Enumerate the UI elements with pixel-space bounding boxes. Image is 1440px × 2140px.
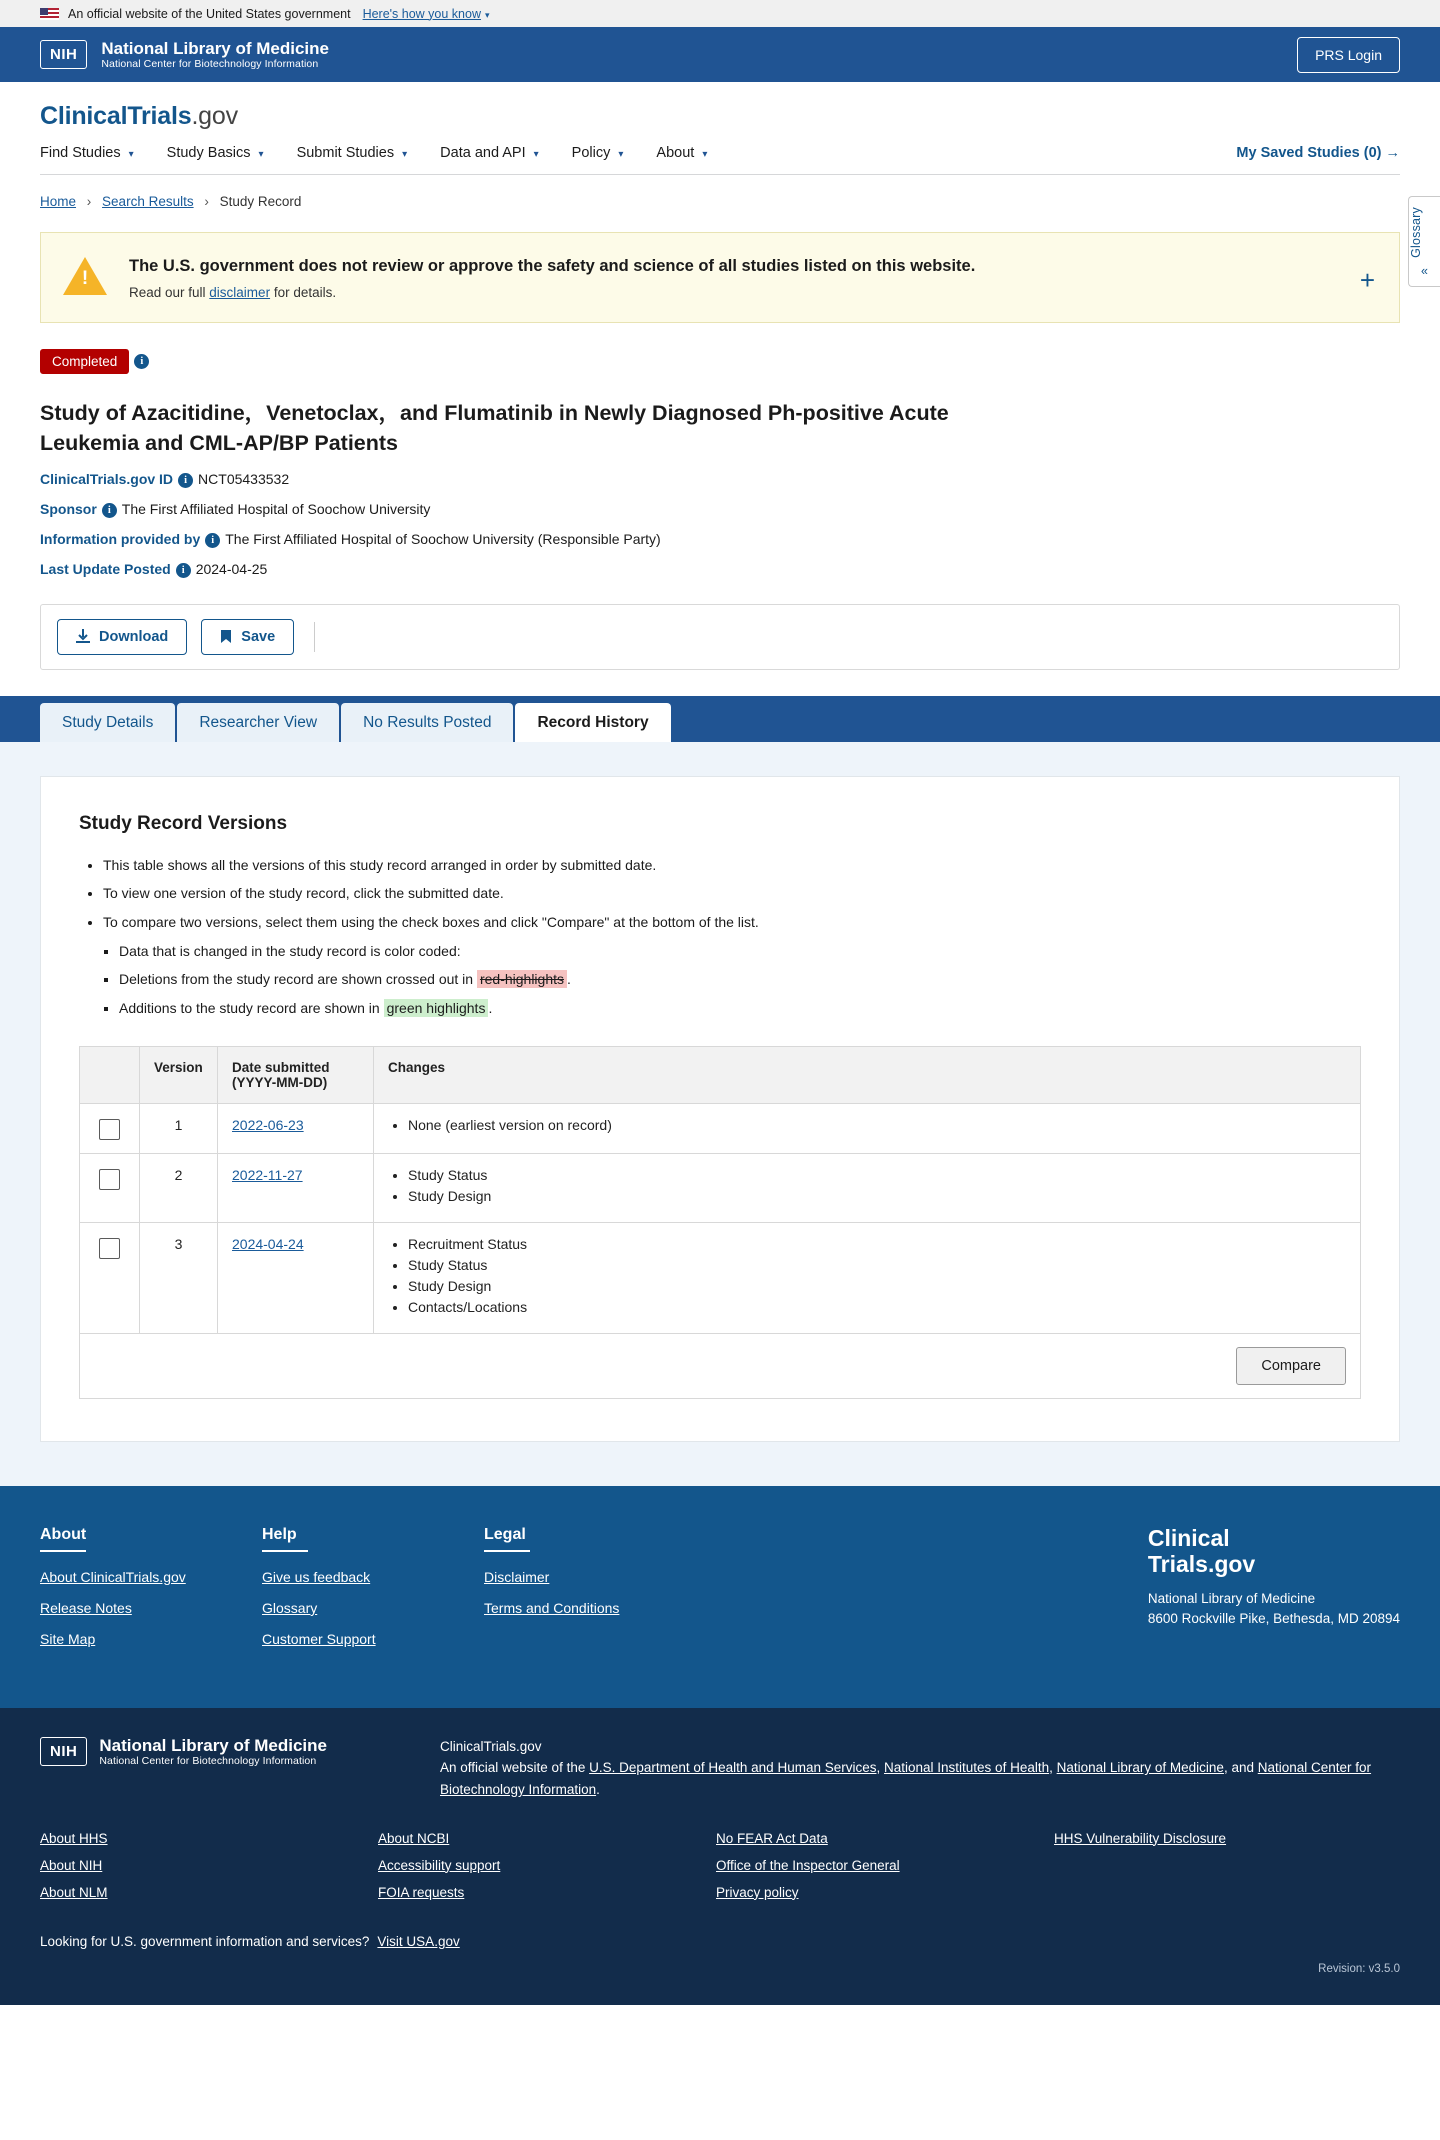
main-navigation: [40, 145, 1400, 175]
footer-link-give-feedback[interactable]: Give us feedback: [262, 1568, 371, 1585]
nih-logo: NIH: [40, 40, 87, 69]
download-icon: [76, 629, 90, 644]
footer-link-nlm[interactable]: National Library of Medicine: [1056, 1760, 1224, 1776]
table-row: [80, 1222, 1361, 1333]
status-row: [40, 349, 1400, 374]
footer-link-about-clinicaltrials[interactable]: About ClinicalTrials.gov: [40, 1568, 186, 1585]
brand-main: ClinicalTrials: [40, 102, 192, 130]
row-changes-cell: [374, 1222, 1361, 1333]
row-version: 1: [140, 1103, 218, 1153]
section-heading: Study Record Versions: [79, 812, 288, 834]
chevron-down-icon: ▾: [618, 149, 624, 160]
footer-link-about-nlm[interactable]: About NLM: [40, 1884, 108, 1900]
footer-brand-address: 8600 Rockville Pike, Bethesda, MD 20894: [1147, 1610, 1400, 1626]
color-code-intro: [99, 941, 1361, 1020]
us-flag-icon: [40, 8, 59, 20]
row-select-cell: [80, 1103, 140, 1153]
table-row: [80, 1153, 1361, 1222]
footer-nlm-subtitle: National Center for Biotechnology Information: [99, 1755, 317, 1768]
footer-column-help: [262, 1526, 484, 1662]
footer-nlm-branding: [40, 1736, 440, 1768]
column-header-select: [80, 1046, 140, 1103]
column-header-date-line1: Date submitted: [232, 1059, 330, 1075]
footer-link-terms[interactable]: Terms and Conditions: [484, 1599, 620, 1616]
nav-about[interactable]: About ▾: [656, 145, 708, 161]
footer-heading-rule: [484, 1550, 530, 1552]
download-button[interactable]: [57, 619, 187, 655]
meta-label-id: ClinicalTrials.gov ID: [40, 471, 174, 488]
deletion-legend: [119, 969, 1361, 991]
addition-legend: [119, 998, 1361, 1020]
meta-value-last-update: 2024-04-25: [195, 560, 268, 577]
nav-policy[interactable]: Policy ▾: [571, 145, 624, 161]
version-date-link[interactable]: 2024-04-24: [232, 1235, 304, 1252]
record-tabs: [0, 696, 1440, 742]
compare-cell: [80, 1333, 1361, 1398]
footer-brand-line2: Trials.gov: [1147, 1550, 1256, 1577]
footer-gov-link-column: [378, 1831, 716, 1912]
change-item: • Recruitment Status: [408, 1236, 1346, 1252]
info-icon[interactable]: i: [205, 533, 220, 548]
footer-gov: [0, 1708, 1440, 2005]
footer-brand-line1: Clinical: [1147, 1524, 1230, 1551]
site-header: [0, 82, 1440, 175]
table-row: [80, 1103, 1361, 1153]
how-you-know-link[interactable]: Here's how you know ▾: [362, 6, 490, 21]
intro-item: • To compare two versions, select them using the check boxes and click "Compare" at the bottom of the list.: [103, 912, 1361, 934]
breadcrumb-separator: ›: [204, 194, 209, 209]
compare-row: [80, 1333, 1361, 1398]
info-icon[interactable]: i: [176, 563, 191, 578]
row-date-cell: [218, 1222, 374, 1333]
nih-bar: [0, 27, 1440, 82]
disclaimer-body: [129, 255, 1342, 300]
disclaimer-link[interactable]: disclaimer: [209, 285, 271, 301]
save-button[interactable]: [201, 619, 294, 655]
row-date-cell: [218, 1153, 374, 1222]
change-item: • Study Status: [408, 1167, 1346, 1183]
bookmark-icon: [220, 629, 232, 644]
footer-column-legal: [484, 1526, 706, 1662]
tab-no-results-posted[interactable]: No Results Posted: [341, 703, 513, 742]
tab-study-details[interactable]: Study Details: [40, 703, 175, 742]
footer-gov-link-column: [40, 1831, 378, 1912]
row-changes-cell: [374, 1153, 1361, 1222]
meta-value-info-provided-by: The First Affiliated Hospital of Soochow University (Responsible Party): [225, 531, 661, 548]
revision-label: Revision: v3.5.0: [1318, 1962, 1400, 1975]
breadcrumb: [0, 175, 1440, 209]
footer-heading-rule: [262, 1550, 308, 1552]
meta-row-info-provided-by: [40, 531, 1400, 548]
footer-brand-org: National Library of Medicine: [1147, 1591, 1316, 1607]
footer-link-about-hhs[interactable]: About HHS: [40, 1830, 108, 1846]
version-date-link[interactable]: 2022-06-23: [232, 1116, 304, 1133]
footer-gov-text: [440, 1736, 1400, 1801]
gov-banner-text: An official website of the United States government: [68, 6, 351, 21]
row-changes-cell: [374, 1103, 1361, 1153]
footer-gov-links: [40, 1831, 1400, 1912]
version-date-link[interactable]: 2022-11-27: [232, 1166, 303, 1183]
row-date-cell: [218, 1103, 374, 1153]
change-item: • Study Status: [408, 1257, 1346, 1273]
footer-main: [0, 1486, 1440, 1708]
footer-usa-prompt: [40, 1934, 1400, 1949]
change-item: • Study Design: [408, 1278, 1346, 1294]
breadcrumb-search-results[interactable]: Search Results: [102, 194, 194, 209]
content-area: [0, 742, 1440, 1486]
tab-researcher-view[interactable]: Researcher View: [177, 703, 339, 742]
brand-gov: .gov: [191, 102, 238, 130]
disclaimer-banner: [40, 232, 1400, 323]
footer-link-inspector-general[interactable]: Office of the Inspector General: [716, 1857, 900, 1873]
record-history-intro: [79, 855, 1361, 1020]
meta-label-sponsor: Sponsor: [40, 501, 97, 518]
footer-official-statement: An official website of the U.S. Department of Health and Human Services, National Institutes of Health, National Library of Medicine, and National Center for Biotechnology Information.: [440, 1760, 1372, 1797]
version-checkbox[interactable]: [99, 1119, 120, 1140]
chevron-down-icon: ▾: [533, 149, 539, 160]
glossary-collapse-icon[interactable]: «: [1421, 263, 1428, 278]
footer-site-name: ClinicalTrials.gov: [440, 1738, 542, 1754]
tab-record-history[interactable]: Record History: [515, 703, 670, 742]
chevron-down-icon: ▾: [258, 149, 264, 160]
disclaimer-subtext: [129, 285, 1342, 300]
meta-value-id: NCT05433532: [198, 471, 290, 488]
color-code-label: ▪ Data that is changed in the study record is color coded:: [119, 941, 1361, 963]
meta-row-id: [40, 471, 1400, 488]
my-saved-studies-link[interactable]: My Saved Studies (0) →: [1236, 145, 1400, 161]
disclaimer-sub-prefix: Read our full: [129, 285, 210, 301]
breadcrumb-separator: ›: [86, 194, 92, 209]
nlm-title: National Library of Medicine: [101, 38, 329, 58]
footer-link-about-nih[interactable]: About NIH: [40, 1857, 103, 1873]
glossary-tab-label: Glossary: [1409, 207, 1423, 258]
footer-heading-help: Help: [262, 1525, 297, 1543]
footer-nlm-title: National Library of Medicine: [99, 1735, 327, 1755]
footer-heading-rule: [40, 1550, 86, 1552]
official-prefix: An official website of the: [440, 1760, 590, 1776]
row-version: 3: [140, 1222, 218, 1333]
info-icon[interactable]: i: [178, 473, 193, 488]
footer-link-ncbi[interactable]: National Center for Biotechnology Information: [440, 1760, 1372, 1797]
meta-label-last-update: Last Update Posted: [40, 560, 171, 577]
download-label: Download: [99, 628, 169, 645]
change-item: • None (earliest version on record): [408, 1117, 1346, 1133]
footer-link-usa-gov[interactable]: Visit USA.gov: [377, 1933, 460, 1949]
disclaimer-expand-icon[interactable]: +: [1359, 265, 1375, 295]
footer-heading-legal: Legal: [484, 1525, 526, 1543]
nih-logo: NIH: [40, 1737, 87, 1766]
footer-heading-about: About: [40, 1525, 87, 1543]
usa-prompt-text: Looking for U.S. government information and services?: [40, 1933, 370, 1949]
nav-submit-studies[interactable]: Submit Studies ▾: [296, 145, 408, 161]
chevron-down-icon: ▾: [402, 149, 408, 160]
footer-column-about: [40, 1526, 262, 1662]
chevron-down-icon: ▾: [702, 149, 708, 160]
site-brand[interactable]: [40, 102, 1400, 131]
deletion-suffix: .: [567, 971, 571, 988]
footer-link-privacy-policy[interactable]: Privacy policy: [716, 1884, 799, 1900]
disclaimer-sub-suffix: for details.: [270, 285, 337, 301]
footer-brand: [1148, 1526, 1400, 1662]
page-title: Study of Azacitidine，Venetoclax，and Flumatinib in Newly Diagnosed Ph-positive Acute Leukemia and CML-AP/BP Patients: [40, 401, 949, 456]
column-header-date: [218, 1046, 374, 1103]
addition-prefix: Additions to the study record are shown in: [119, 1000, 384, 1017]
addition-suffix: .: [488, 1000, 493, 1017]
meta-row-last-update: [40, 561, 1400, 578]
column-header-changes: Changes: [374, 1046, 1361, 1103]
change-item: • Study Design: [408, 1188, 1346, 1204]
change-item: • Contacts/Locations: [408, 1299, 1346, 1315]
column-header-version: Version: [140, 1046, 218, 1103]
meta-value-sponsor: The First Affiliated Hospital of Soochow University: [121, 501, 431, 518]
footer-link-accessibility[interactable]: Accessibility support: [378, 1857, 501, 1873]
intro-item: • To view one version of the study record, click the submitted date.: [103, 883, 1361, 905]
warning-icon: !: [63, 257, 107, 297]
compare-button[interactable]: Compare: [1236, 1347, 1346, 1385]
footer-link-release-notes[interactable]: Release Notes: [40, 1599, 132, 1616]
footer-link-vulnerability-disclosure[interactable]: HHS Vulnerability Disclosure: [1054, 1830, 1227, 1846]
nav-find-studies[interactable]: Find Studies ▾: [40, 145, 134, 161]
row-version: 2: [140, 1153, 218, 1222]
deletion-prefix: Deletions from the study record are shown crossed out in: [119, 971, 477, 988]
row-select-cell: [80, 1153, 140, 1222]
addition-highlight-sample: green highlights: [384, 999, 489, 1017]
version-checkbox[interactable]: [99, 1238, 120, 1259]
footer-link-customer-support[interactable]: Customer Support: [262, 1630, 376, 1647]
disclaimer-title: The U.S. government does not review or approve the safety and science of all studies listed on this website.: [129, 257, 976, 275]
version-checkbox[interactable]: [99, 1169, 120, 1190]
action-bar: [40, 604, 1400, 670]
footer-link-hhs[interactable]: U.S. Department of Health and Human Services: [589, 1760, 877, 1776]
column-header-date-line2: (YYYY-MM-DD): [232, 1074, 328, 1090]
meta-row-sponsor: [40, 501, 1400, 518]
deletion-highlight-sample: red-highlights: [477, 970, 567, 988]
glossary-tab[interactable]: [1408, 196, 1440, 287]
action-divider: [314, 622, 315, 652]
save-label: Save: [241, 628, 276, 645]
record-history-panel: [40, 776, 1400, 1442]
row-select-cell: [80, 1222, 140, 1333]
nav-study-basics[interactable]: Study Basics ▾: [166, 145, 264, 161]
official-and: and: [1231, 1760, 1258, 1776]
footer-link-site-map[interactable]: Site Map: [40, 1630, 96, 1647]
breadcrumb-home[interactable]: Home: [40, 194, 77, 209]
footer-gov-link-column: [1054, 1831, 1392, 1912]
footer-link-no-fear-act[interactable]: No FEAR Act Data: [716, 1830, 828, 1846]
versions-table: [79, 1046, 1361, 1399]
table-header-row: [80, 1046, 1361, 1103]
footer-link-foia[interactable]: FOIA requests: [378, 1884, 465, 1900]
footer-link-nih[interactable]: National Institutes of Health: [884, 1760, 1050, 1776]
chevron-down-icon: ▾: [128, 149, 134, 160]
status-badge: Completed: [40, 349, 129, 374]
footer-gov-link-column: [716, 1831, 1054, 1912]
info-icon[interactable]: i: [134, 354, 149, 369]
record-header: [0, 323, 1440, 577]
prs-login-button[interactable]: PRS Login: [1297, 37, 1400, 73]
footer-link-disclaimer[interactable]: Disclaimer: [484, 1568, 550, 1585]
footer-gov-top: [40, 1736, 1400, 1801]
info-icon[interactable]: i: [102, 503, 117, 518]
nav-data-and-api[interactable]: Data and API ▾: [440, 145, 539, 161]
nlm-subtitle: National Center for Biotechnology Information: [101, 58, 319, 71]
intro-item: • This table shows all the versions of this study record arranged in order by submitted date.: [103, 855, 1361, 877]
footer-link-about-ncbi[interactable]: About NCBI: [378, 1830, 450, 1846]
nlm-branding: [101, 39, 329, 71]
gov-banner: [0, 0, 1440, 27]
footer-link-glossary[interactable]: Glossary: [262, 1599, 318, 1616]
breadcrumb-current: Study Record: [219, 194, 302, 209]
meta-label-info-provided-by: Information provided by: [40, 531, 201, 548]
